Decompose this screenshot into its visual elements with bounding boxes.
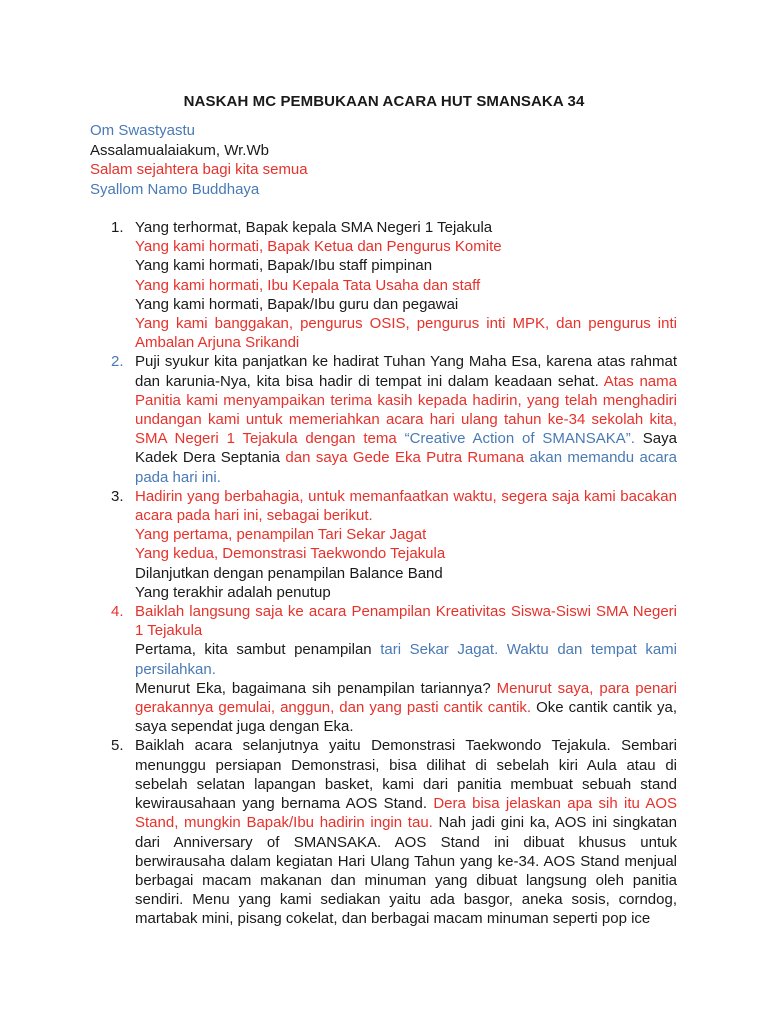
- numbered-list: [111, 218, 678, 929]
- item-paragraph: [135, 679, 677, 737]
- paragraph-text: Baiklah acara selanjutnya yaitu Demonstrasi Taekwondo Tejakula. Sembari menunggu persiapan Demonstrasi, bisa dilihat di sebelah kiri Aula atau di sebelah selatan lapangan basket, kami dari panitia membuat sebuah stand kewirausahaan yang bernama AOS Stand.: [135, 737, 677, 813]
- list-number: 5.: [111, 737, 124, 755]
- list-item: [111, 352, 678, 486]
- item-line: Yang kami banggakan, pengurus OSIS, pengurus inti MPK, dan pengurus inti Ambalan Arjuna Srikandi: [135, 315, 677, 352]
- document-title: NASKAH MC PEMBUKAAN ACARA HUT SMANSAKA 34: [183, 93, 585, 110]
- list-item: [111, 736, 678, 928]
- item-line: Yang pertama, penampilan Tari Sekar Jagat: [135, 526, 427, 544]
- greeting-line: Syallom Namo Buddhaya: [90, 180, 260, 198]
- item-paragraph: [135, 640, 677, 678]
- paragraph-text: akan memandu acara pada hari ini.: [135, 449, 678, 486]
- item-line: Yang kami hormati, Ibu Kepala Tata Usaha dan staff: [135, 276, 481, 294]
- item-line: Yang kami hormati, Bapak Ketua dan Pengurus Komite: [135, 238, 502, 256]
- greeting-line: Om Swastyastu: [90, 122, 196, 139]
- list-number: 1.: [111, 219, 124, 236]
- item-line: Hadirin yang berbahagia, untuk memanfaatkan waktu, segera saja kami bacakan acara pada hari ini, sebagai berikut.: [135, 487, 677, 525]
- list-number: 4.: [111, 603, 124, 621]
- paragraph-text: Menurut saya, para penari gerakannya gemulai, anggun, dan yang pasti cantik cantik.: [135, 679, 678, 717]
- paragraph-text: Saya Kadek Dera Septania: [135, 430, 677, 467]
- item-line: Yang kami hormati, Bapak/Ibu guru dan pegawai: [135, 295, 459, 313]
- theme-text: “Creative Action of SMANSAKA”.: [404, 430, 635, 448]
- list-item: [111, 602, 678, 736]
- list-number: 3.: [111, 487, 124, 505]
- paragraph-text: Atas nama Panitia kami menyampaikan terima kasih kepada hadirin, yang telah menghadiri undangan kami untuk memeriahkan acara hari ulang tahun ke-34 sekolah kita, SMA Negeri 1 Tejakula dengan tema: [135, 372, 677, 448]
- list-number: 2.: [111, 353, 124, 371]
- item-line: Dilanjutkan dengan penampilan Balance Band: [135, 564, 443, 582]
- greeting-line: Assalamualaiakum, Wr.Wb: [90, 141, 269, 159]
- greeting-line: Salam sejahtera bagi kita semua: [90, 161, 308, 178]
- greetings-block: [90, 121, 308, 199]
- paragraph-text: Oke cantik cantik ya, saya sependat juga dengan Eka.: [135, 699, 677, 736]
- paragraph-text: Dera bisa jelaskan apa sih itu AOS Stand, mungkin Bapak/Ibu hadirin ingin tau.: [135, 795, 678, 832]
- paragraph-text: Nah jadi gini ka, AOS ini singkatan dari Anniversary of SMANSAKA. AOS Stand ini dibuat khusus untuk berwirausaha dalam kegiatan Hari Ulang Tahun yang ke-34. AOS Stand menjual berbagai macam makanan dan minuman yang dibuat langsung oleh panitia sendiri. Menu yang kami sediakan yaitu ada basgor, aneka sosis, corndog, martabak mini, pisang cokelat, dan berbagai macam minuman seperti pop ice: [135, 814, 677, 928]
- paragraph-text: dan saya Gede Eka Putra Rumana: [285, 449, 525, 467]
- item-line: Yang terhormat, Bapak kepala SMA Negeri 1 Tejakula: [135, 219, 493, 236]
- list-item: [111, 218, 677, 352]
- item-line: Yang kami hormati, Bapak/Ibu staff pimpinan: [135, 257, 433, 275]
- item-line: Yang kedua, Demonstrasi Taekwondo Tejakula: [135, 545, 446, 563]
- paragraph-text: Menurut Eka, bagaimana sih penampilan tariannya?: [135, 679, 491, 697]
- item-line: Yang terakhir adalah penutup: [135, 583, 331, 601]
- list-item: [111, 487, 677, 602]
- paragraph-text: tari Sekar Jagat. Waktu dan tempat kami persilahkan.: [135, 641, 677, 678]
- paragraph-text: Puji syukur kita panjatkan ke hadirat Tuhan Yang Maha Esa, karena atas rahmat dan karunia-Nya, kita bisa hadir di tempat ini dalam keadaan sehat.: [135, 353, 677, 390]
- paragraph-text: Pertama, kita sambut penampilan: [135, 641, 372, 659]
- item-heading: Baiklah langsung saja ke acara Penampilan Kreativitas Siswa-Siswi SMA Negeri 1 Tejakula: [135, 603, 677, 640]
